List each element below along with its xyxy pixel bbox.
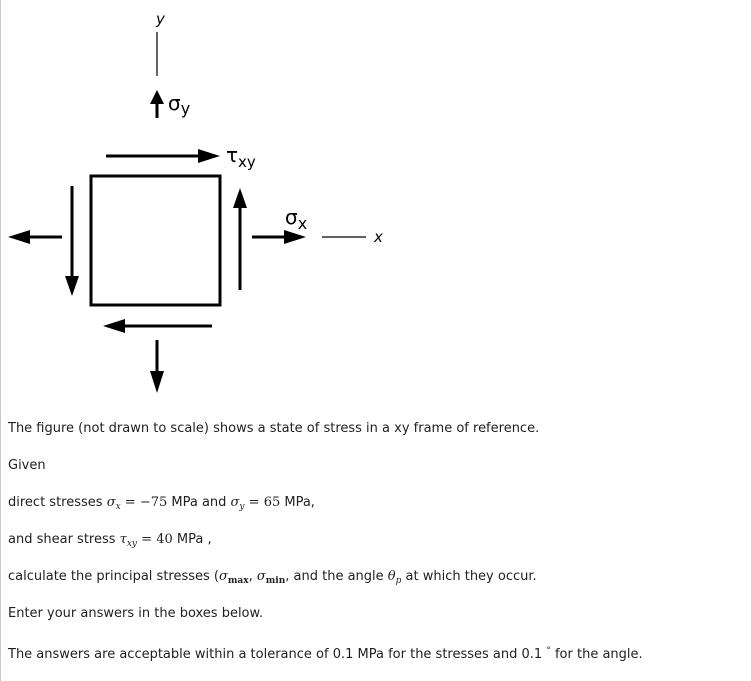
sigma-y-arrow-bottom xyxy=(150,340,164,393)
bottom-shear-arrow xyxy=(103,319,212,333)
y-axis-label: y xyxy=(156,10,165,28)
shear-stress-line: and shear stress $\tau_{xy} = 40$ MPa , xyxy=(8,532,212,549)
degree-symbol: ° xyxy=(546,646,551,656)
given-label: Given xyxy=(8,458,46,473)
figure-caption: The figure (not drawn to scale) shows a state of stress in a xy frame of reference. xyxy=(8,421,540,436)
stress-element-square xyxy=(91,176,220,305)
left-shear-arrow xyxy=(65,186,79,296)
calculate-line: calculate the principal stresses ($\sigma_{max}$, $\sigma_{min}$, and the angle $\theta_p$ at which they occur. xyxy=(8,569,537,586)
sigma-y-arrow xyxy=(150,90,164,118)
top-shear-arrow xyxy=(106,149,220,163)
sigma-x-arrow-left xyxy=(8,230,62,244)
sigma-x-value: −75 xyxy=(139,495,168,510)
x-axis-label: x xyxy=(374,228,383,246)
tau-xy-value: 40 xyxy=(156,532,173,547)
sigma-y-value: 65 xyxy=(263,495,281,510)
enter-answers-text: Enter your answers in the boxes below. xyxy=(8,606,264,621)
tolerance-text: The answers are acceptable within a tolerance of 0.1 MPa for the stresses and 0.1 ° for the angle. xyxy=(8,646,643,662)
direct-stresses-line: direct stresses $\sigma_x = -75$ MPa and $\sigma_y = 65$ MPa, xyxy=(8,495,315,512)
tau-xy-label: $\tau_{xy}$ xyxy=(226,143,256,171)
sigma-y-label: $\sigma_y$ xyxy=(168,91,191,118)
sigma-x-label: $\sigma_x$ xyxy=(285,205,308,233)
right-shear-arrow xyxy=(233,188,247,290)
